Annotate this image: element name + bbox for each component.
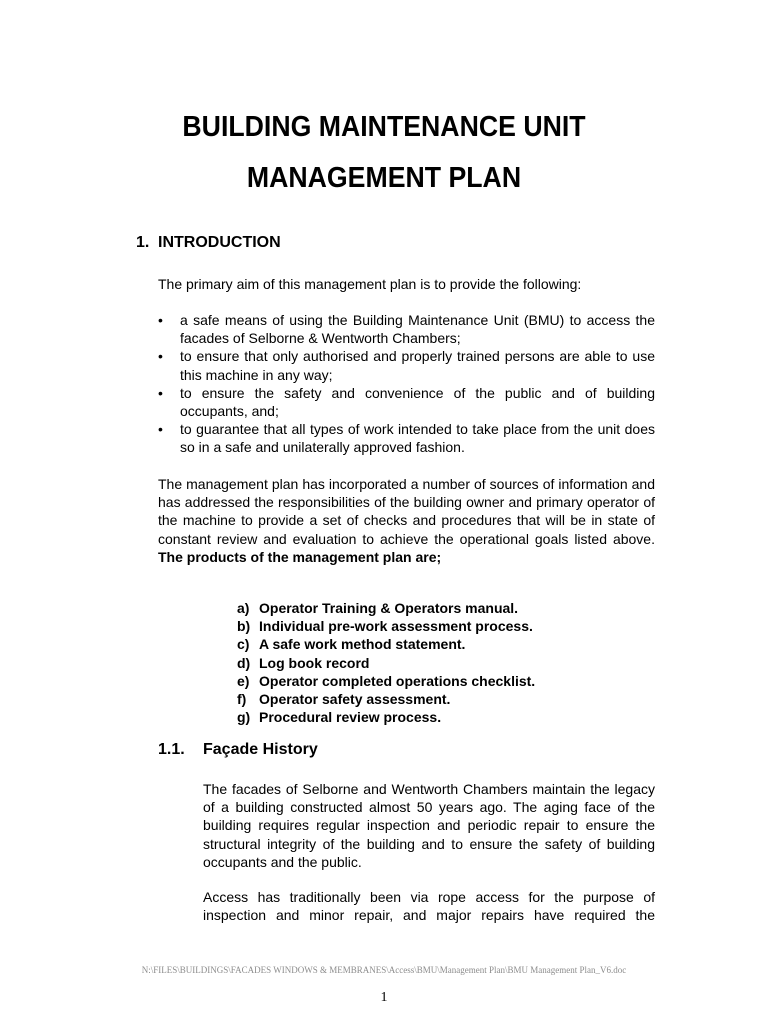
bullet-marker: • bbox=[158, 421, 163, 438]
list-item bbox=[158, 311, 655, 347]
list-marker: b) bbox=[237, 618, 251, 635]
list-item bbox=[158, 420, 655, 456]
list-item-text: Operator safety assessment. bbox=[259, 691, 451, 708]
subsection-number: 1.1. bbox=[158, 741, 185, 758]
list-marker: c) bbox=[237, 636, 250, 653]
list-item-text: Operator Training & Operators manual. bbox=[259, 600, 519, 616]
list-marker: a) bbox=[237, 600, 250, 616]
management-plan-paragraph bbox=[158, 475, 655, 566]
list-item-text: Log book record bbox=[259, 654, 370, 671]
bullet-text: to ensure that only authorised and properly trained persons are able to use this machine in any way; bbox=[180, 348, 655, 383]
aims-bullet-list bbox=[158, 311, 655, 457]
list-item-text: Individual pre-work assessment process. bbox=[259, 618, 533, 635]
list-marker: d) bbox=[237, 654, 251, 671]
section-number: 1. bbox=[136, 234, 150, 251]
bullet-text: to ensure the safety and convenience of the public and of building occupants, and; bbox=[180, 384, 655, 420]
list-item bbox=[237, 617, 535, 635]
list-marker: g) bbox=[237, 709, 251, 726]
paragraph-bold-text: The products of the management plan are; bbox=[158, 548, 442, 565]
section-title: INTRODUCTION bbox=[158, 234, 281, 251]
subsection-title: Façade History bbox=[203, 741, 318, 758]
list-item bbox=[237, 672, 535, 690]
document-title-line-2: MANAGEMENT PLAN bbox=[246, 162, 522, 194]
list-item-text: A safe work method statement. bbox=[259, 636, 466, 653]
list-item bbox=[158, 384, 655, 420]
facade-history-paragraph-2: Access has traditionally been via rope access for the purpose of inspection and minor repair, and major repairs have required the bbox=[203, 889, 655, 924]
section-heading-introduction bbox=[136, 233, 281, 253]
footer-file-path: N:\FILES\BUILDINGS\FACADES WINDOWS & MEMBRANES\Access\BMU\Management Plan\BMU Management Plan_V6.doc bbox=[141, 965, 627, 975]
products-list bbox=[237, 599, 535, 726]
page-number: 1 bbox=[380, 990, 388, 1005]
bullet-text: a safe means of using the Building Maintenance Unit (BMU) to access the facades of Selborne & Wentworth Chambers; bbox=[180, 312, 655, 347]
subsection-heading-facade-history bbox=[158, 740, 318, 760]
list-item bbox=[237, 635, 535, 653]
document-title-line-1: BUILDING MAINTENANCE UNIT bbox=[182, 111, 586, 143]
list-item bbox=[237, 599, 535, 617]
bullet-marker: • bbox=[158, 312, 163, 328]
list-item-text: Operator completed operations checklist. bbox=[259, 672, 536, 689]
intro-sentence: The primary aim of this management plan is to provide the following: bbox=[158, 276, 582, 292]
bullet-text: to guarantee that all types of work intended to take place from the unit does so in a safe and unilaterally approved fashion. bbox=[180, 421, 655, 456]
facade-history-paragraph-1: The facades of Selborne and Wentworth Chambers maintain the legacy of a building constructed almost 50 years ago. The aging face of the building requires regular inspection and periodic repair to ensure the structural integrity of the building and to ensure the safety of building occupants and the public. bbox=[203, 781, 655, 870]
list-item bbox=[237, 708, 535, 726]
list-marker: e) bbox=[237, 672, 250, 689]
paragraph-text: The management plan has incorporated a number of sources of information and has addressed the responsibilities of the building owner and primary operator of the machine to provide a set of checks and procedures that will be in state of constant review and evaluation to achieve the operational goals listed above. bbox=[158, 476, 655, 547]
list-item bbox=[158, 347, 655, 383]
list-item-text: Procedural review process. bbox=[259, 709, 442, 726]
list-item bbox=[237, 654, 535, 672]
list-marker: f) bbox=[237, 691, 247, 708]
bullet-marker: • bbox=[158, 348, 163, 365]
list-item bbox=[237, 690, 535, 708]
bullet-marker: • bbox=[158, 384, 163, 401]
